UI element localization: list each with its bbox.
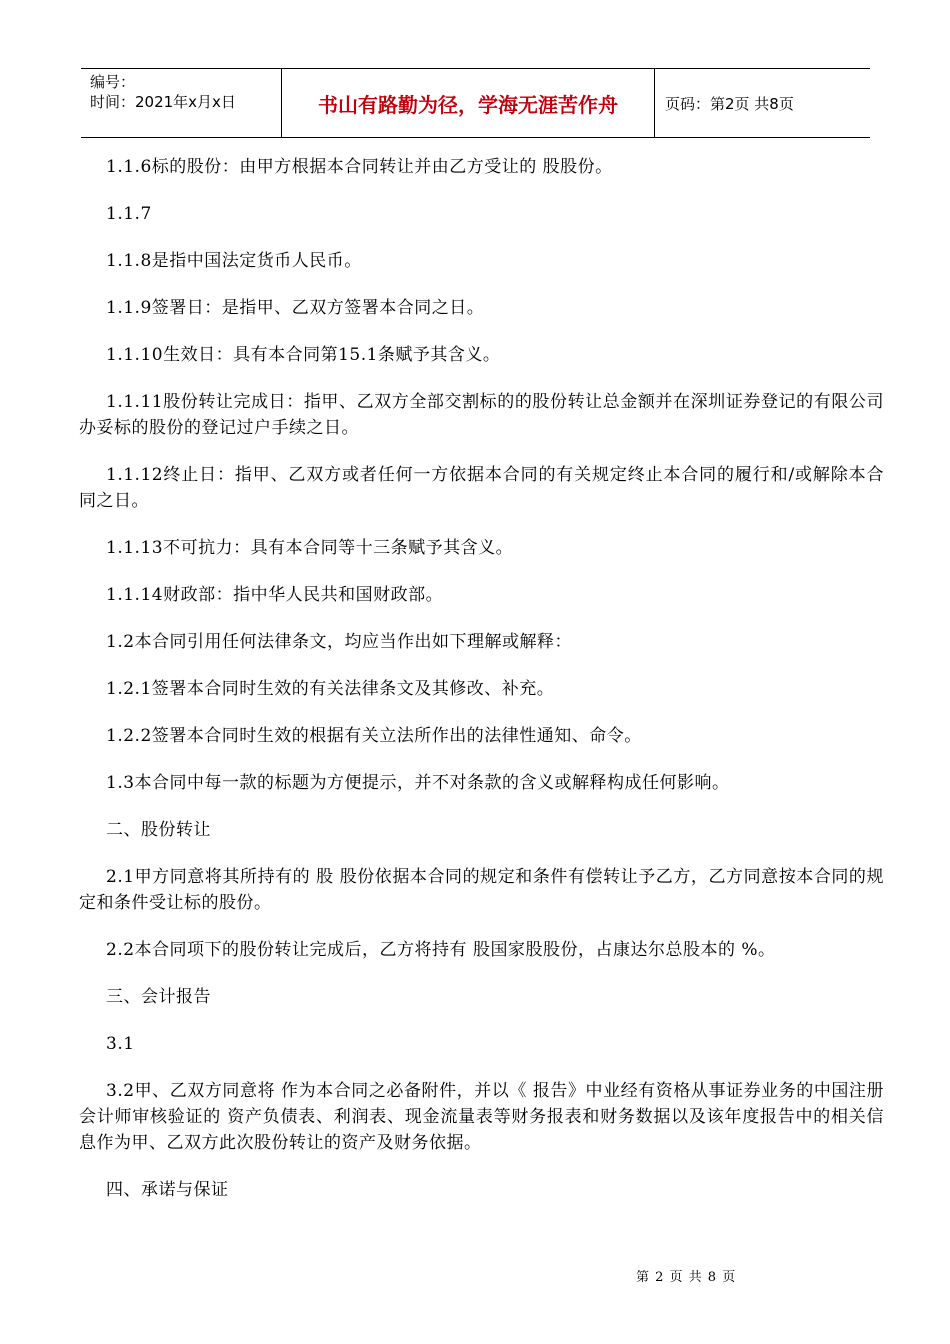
paragraph: 1.2本合同引用任何法律条文，均应当作出如下理解或解释： — [106, 632, 573, 652]
header-page-info: 页码：第2页 共8页 — [665, 94, 794, 113]
section-heading: 四、承诺与保证 — [106, 1180, 229, 1200]
paragraph: 1.3本合同中每一款的标题为方便提示，并不对条款的含义或解释构成任何影响。 — [106, 773, 730, 793]
paragraph: 1.1.8是指中国法定货币人民币。 — [106, 251, 362, 271]
document-header — [81, 68, 870, 138]
header-meta — [81, 69, 282, 137]
paragraph: 2.2本合同项下的股份转让完成后，乙方将持有 股国家股股份，占康达尔总股本的 %。 — [106, 940, 776, 960]
document-number-label: 编号： — [90, 73, 136, 91]
paragraph: 3.1 — [106, 1034, 135, 1054]
header-motto: 书山有路勤为径，学海无涯苦作舟 — [282, 69, 655, 137]
paragraph: 1.1.9签署日：是指甲、乙双方签署本合同之日。 — [106, 298, 485, 318]
paragraph: 2.1甲方同意将其所持有的 股 股份依据本合同的规定和条件有偿转让予乙方，乙方同意按本合同的规定和条件受让标的股份。 — [79, 867, 884, 913]
paragraph: 1.2.1签署本合同时生效的有关法律条文及其修改、补充。 — [106, 679, 555, 699]
paragraph: 1.1.11股份转让完成日：指甲、乙双方全部交割标的的股份转让总金额并在深圳证券登记的有限公司办妥标的股份的登记过户手续之日。 — [79, 392, 884, 438]
paragraph: 3.2甲、乙双方同意将 作为本合同之必备附件，并以《 报告》中业经有资格从事证券业务的中国注册会计师审核验证的 资产负债表、利润表、现金流量表等财务报表和财务数据以及该年度报告中的相关信息作为甲、乙双方此次股份转让的资产及财务依据。 — [79, 1081, 884, 1153]
paragraph: 1.1.10生效日：具有本合同第15.1条赋予其含义。 — [106, 345, 501, 365]
page-footer: 第 2 页 共 8 页 — [636, 1270, 737, 1285]
paragraph: 1.1.7 — [106, 204, 152, 224]
paragraph: 1.1.14财政部：指中华人民共和国财政部。 — [106, 585, 444, 605]
section-heading: 二、股份转让 — [106, 820, 211, 840]
section-heading: 三、会计报告 — [106, 987, 211, 1007]
paragraph: 1.1.6标的股份：由甲方根据本合同转让并由乙方受让的 股股份。 — [106, 157, 613, 177]
document-date-label: 时间：2021年x月x日 — [90, 93, 236, 111]
paragraph: 1.1.13不可抗力：具有本合同等十三条赋予其含义。 — [106, 538, 514, 558]
paragraph: 1.1.12终止日：指甲、乙双方或者任何一方依据本合同的有关规定终止本合同的履行和/或解除本合同之日。 — [79, 465, 884, 511]
paragraph: 1.2.2签署本合同时生效的根据有关立法所作出的法律性通知、命令。 — [106, 726, 642, 746]
document-body — [79, 154, 884, 1224]
